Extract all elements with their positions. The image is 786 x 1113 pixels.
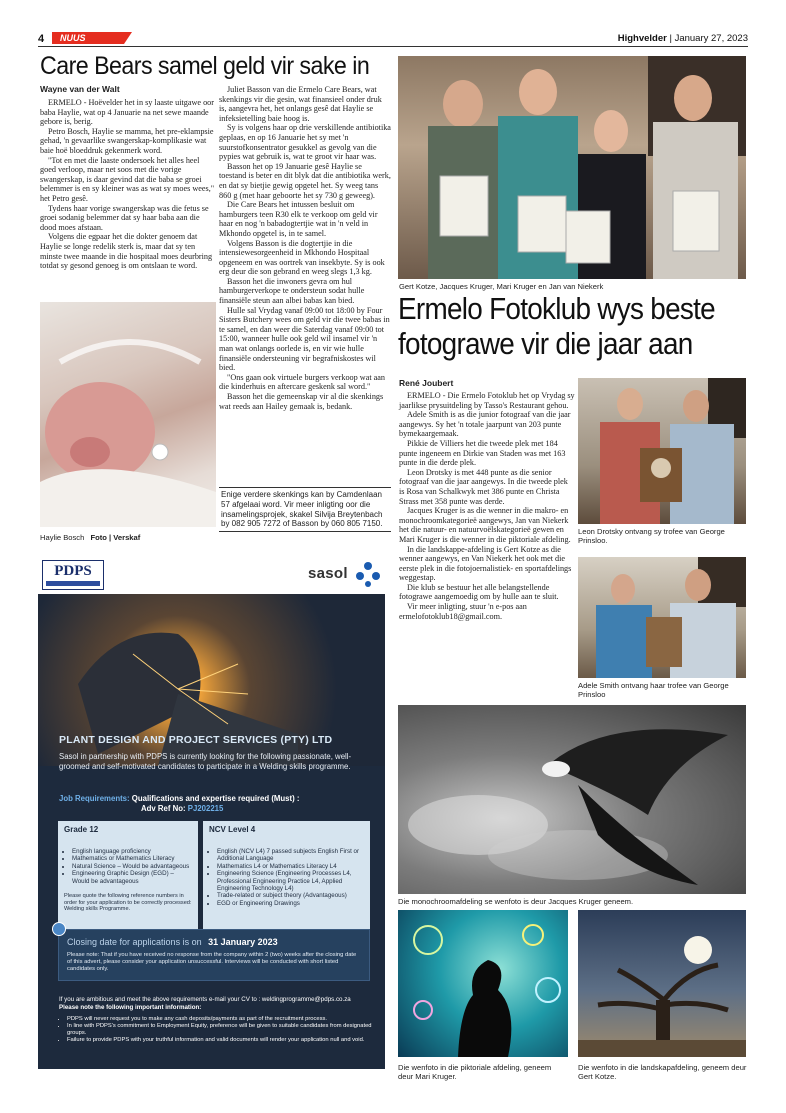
story1-column-1: [40, 98, 216, 271]
ad-email-line: If you are ambitious and meet the above requirements e-mail your CV to : weldingprogramme@pdps.co.za: [59, 996, 351, 1003]
landscape-winning-photo: [578, 910, 746, 1057]
ad-intro: Sasol in partnership with PDPS is currently looking for the following passionate, well-groomed and self-motivated candidates to participate in a Welding skills programme.: [59, 752, 352, 771]
grade12-title: Grade 12: [64, 825, 99, 834]
fotoklub-group-photo: [398, 56, 746, 279]
ad-note-item: • In line with PDPS's commitment to Employment Equity, preference will be given to suitable candidates from designated groups.: [67, 1023, 377, 1037]
story1-byline: Wayne van der Walt: [40, 84, 120, 94]
ad-req-label: Job Requirements:: [59, 794, 130, 803]
ad-ref-label: Adv Ref No:: [141, 804, 186, 813]
story1-paragraph: Basson het op 19 Januarie gesê Haylie se toestand is beter en dit blyk dat die antibiotika werk, en dat sy bietjie gewig opgetel het. Sy weeg tans 860 g (met haar geboorte het sy 730 g geweeg).: [219, 161, 391, 200]
grade12-item: • English language proficiency: [72, 848, 192, 855]
smith-caption: Adele Smith ontvang haar trofee van George Prinsloo: [578, 681, 729, 699]
ncv-item: • English (NCV L4) 7 passed subjects English First or Additional Language: [217, 848, 364, 863]
story2-paragraph: ERMELO - Die Ermelo Fotoklub het op Vrydag sy jaarlikse prysuitdeling by Tasso's Restaurant gehou.: [399, 391, 575, 410]
story1-headline: Care Bears samel geld vir sake in: [40, 52, 370, 80]
story2-byline: René Joubert: [399, 378, 454, 388]
grade12-item: • Natural Science – Would be advantageous: [72, 863, 192, 870]
header-rule: [38, 46, 748, 47]
sasol-wordmark: sasol: [308, 565, 348, 582]
closing-date: 31 January 2023: [208, 937, 278, 947]
grade12-list: [64, 848, 192, 885]
story2-paragraph: Pikkie de Villiers het die tweede plek met 184 punte ingeneem en Dirkie van Staden was met 163 punte in die derde plek.: [399, 438, 566, 468]
story2-paragraph: Adele Smith is as die junior fotograaf van die jaar aangewys. Sy het 'n totale jaarpunt van 203 punte bymekaargemaak.: [399, 410, 571, 439]
ad-note-title: Please note the following important information:: [59, 1004, 202, 1011]
monochrome-eagle-photo: [398, 705, 746, 894]
story2-headline: Ermelo Fotoklub wys beste fotograwe vir die jaar aan: [398, 291, 715, 361]
grade12-item: • Mathematics or Mathematics Literacy: [72, 855, 192, 862]
caption-name: Haylie Bosch: [40, 533, 85, 542]
story1-paragraph: Hulle sal Vrydag vanaf 09:00 tot 18:00 by Four Sisters Butchery wees om geld vir die twee babas in te samel, en dan weer die Saterdag vanaf 09:00 tot 15:00, wanneer hulle ook geld wil insamel vir 'n man wat onlangs oorlede is, en vir wie hulle finansiële ondersteuning vir begrafniskostes wil bied.: [219, 305, 390, 373]
ad-note-item: • Failure to provide PDPS with your truthful information and valid documents will render your application null and void.: [67, 1037, 377, 1044]
story1-paragraph: Volgens Basson is die dogtertjie in die intensiewesorgeenheid in Mkhondo Hospitaal opgeneem en was oortrek van insekbyte. Sy is ook erg deur die son gebrand en weeg slegs 1,3 kg.: [219, 238, 385, 277]
story1-paragraph: "Ons gaan ook virtuele burgers verkoop wat aan die kinderhuis en aftercare geskenk sal word.": [219, 372, 386, 392]
eagle-caption: Die monochroomafdeling se wenfoto is deur Jacques Kruger geneem.: [398, 897, 634, 906]
masthead-line: [618, 33, 748, 44]
closing-badge-icon: [52, 922, 66, 936]
story1-paragraph: Basson het die inwoners gevra om hul hamburgerverkope te ondersteun sodat hulle finansiële steun aan albei babas kan bied.: [219, 276, 365, 306]
grade12-note: Please quote the following reference numbers in order for your application to be correctly processed: Welding skills Programme.: [64, 893, 192, 913]
paper-name: Highvelder: [617, 33, 667, 44]
ncv-item: • EGD or Engineering Drawings: [217, 900, 364, 907]
group-photo-caption: Gert Kotze, Jacques Kruger, Mari Kruger en Jan van Niekerk: [399, 282, 604, 291]
smith-trophy-photo: [578, 557, 746, 678]
story1-paragraph: ERMELO - Hoëvelder het in sy laaste uitgawe oor baba Haylie, wat op 4 Januarie na net sewe maande gebore is, berig.: [40, 98, 214, 127]
story1-paragraph: Volgens die egpaar het die dokter genoem dat Haylie se longe redelik sterk is, maar dat sy ten minste twee maande in die hospitaal moes deurbring totdat sy gesond genoeg is om ontslaan te word.: [40, 232, 213, 271]
pictorial-winning-photo: [398, 910, 568, 1057]
ncv-title: NCV Level 4: [209, 825, 256, 834]
story1-paragraph: Die Care Bears het intussen besluit om hamburgers teen R30 elk te verkoop om geld vir haar en nog 'n babadogtertjie wat in 'n veld in Mkhondo opgetel is, in te samel.: [219, 200, 378, 238]
ncv-item: • Trade-related or subject theory (Advantageous): [217, 892, 364, 899]
ad-note-item: • PDPS will never request you to make any cash deposits/payments as part of the recruitment process.: [67, 1016, 377, 1023]
story1-paragraph: Sy is volgens haar op drie verskillende antibiotika geplaas, en op 16 Januarie het sy met 'n suurstofkonsentrator gesukkel as gevolg van die pypies wat gebruik is, wat te groot vir haar was.: [219, 123, 391, 162]
ncv-item: • Mathematics L4 or Mathematics Literacy L4: [217, 863, 364, 870]
sasol-logo-icon: [354, 560, 382, 588]
caption-credit: Foto | Verskaf: [90, 533, 141, 542]
drotsky-trophy-photo: [578, 378, 746, 524]
ad-ref-value: PJ202215: [187, 804, 224, 813]
closing-line: [67, 937, 361, 947]
pdps-logo: [42, 560, 104, 590]
closing-note: Please note: That if you have received no response from the company within 2 (two) weeks after the closing date of this advert, please consider your application unsuccessful. Interviews will be conducted with short listed candidates only.: [67, 952, 357, 972]
donation-infobox: Enige verdere skenkings kan by Camdenlaan 57 afgelaai word. Vir meer inligting oor die insamelingsprojek, skakel Silvija Breytenbach by 082 905 7272 of Basson by 060 805 7150.: [219, 487, 391, 532]
grade12-item: • Engineering Graphic Design (EGD) – Would be advantageous: [72, 870, 192, 885]
drotsky-caption: Leon Drotsky ontvang sy trofee van George Prinsloo.: [578, 527, 725, 545]
story1-paragraph: "Tot en met die laaste ondersoek het alles heel goed verloop, maar net soos met die vorige swangerskap, is daar gevind dat die baba se groei belemmer is en sy kleiner was as wat sy moes wees," het Petro gesê.: [40, 155, 215, 203]
story2-paragraph: Leon Drotsky is met 448 punte as die senior fotograaf van die jaar aangewys. In die tweede plek is Rosa van Schalkwyk met 386 punte en Christa Strass met 358 punte was derde.: [399, 467, 568, 506]
ad-requirements-line: [59, 794, 369, 814]
ad-notes-list: [59, 1016, 377, 1044]
story2-paragraph: Jacques Kruger is as die wenner in die makro- en monochroomkategorieë aangewys, Jan van Niekerk het die natuur- en natuurvoëlskategorieë gewen en Mari Kruger is die wenner in die piktoriale afdeling.: [399, 506, 571, 544]
ad-req-text: Qualifications and expertise required (Must) :: [131, 794, 300, 803]
story1-column-2: [219, 85, 391, 411]
story1-paragraph: Tydens haar vorige swangerskap was die fetus se groei sodanig belemmer dat sy haar baba aan die dood moes afstaan.: [40, 203, 209, 232]
page-number: 4: [38, 33, 45, 45]
closing-date-box: [58, 929, 370, 981]
ncv-list: [209, 848, 364, 907]
ncv-box: [203, 821, 370, 939]
story1-paragraph: Basson het die gemeenskap vir al die skenkings wat reeds aan Hailey gemaak is, bedank.: [219, 392, 384, 411]
issue-date: January 27, 2023: [674, 33, 748, 44]
ad-title: PLANT DESIGN AND PROJECT SERVICES (PTY) LTD: [59, 734, 333, 746]
story2-paragraph: In die landskappe-afdeling is Gert Kotze as die wenner aangewys, en Van Niekerk het ook met die eerste plek in die fotojoernalistiek- en sportafdelings weggestap.: [399, 544, 572, 583]
story2-paragraph: Vir meer inligting, stuur 'n e-pos aan ermelofotoklub18@gmail.com.: [399, 602, 527, 621]
pictorial-caption: Die wenfoto in die piktoriale afdeling, geneem deur Mari Kruger.: [398, 1063, 552, 1081]
grade12-box: [58, 821, 198, 939]
baby-photo-caption: [40, 533, 140, 542]
story1-paragraph: Petro Bosch, Haylie se mamma, het pre-eklampsie gehad, 'n gevaarlike swangerskap-komplikasie wat baie hoë bloeddruk gekenmerk word.: [40, 126, 214, 155]
masthead-separator: |: [669, 33, 672, 44]
landscape-caption: Die wenfoto in die landskapafdeling, geneem deur Gert Kotze.: [578, 1063, 747, 1081]
story2-paragraph: Die klub se bestuur het alle belangstellende fotograwe aangemoedig om by hulle aan te sluit.: [399, 582, 559, 602]
pdps-job-advert: [38, 556, 385, 1069]
story1-paragraph: Juliet Basson van die Ermelo Care Bears, wat skenkings vir die gesin, wat finansieel onder druk is, aangevra het, het onlangs gesê dat Haylie se infeksietelling baie hoog is.: [219, 85, 382, 123]
closing-label: Closing date for applications is on: [67, 937, 202, 947]
ncv-item: • Engineering Science (Engineering Processes L4, Professional Engineering Practice L4, Applied Engineering Technology L4): [217, 870, 364, 892]
pdps-logo-text: PDPS: [54, 563, 92, 579]
section-label: NUUS: [60, 33, 86, 43]
story2-body: [399, 391, 575, 621]
pdps-logo-stripe: [46, 581, 100, 586]
baby-photo: [40, 302, 216, 527]
